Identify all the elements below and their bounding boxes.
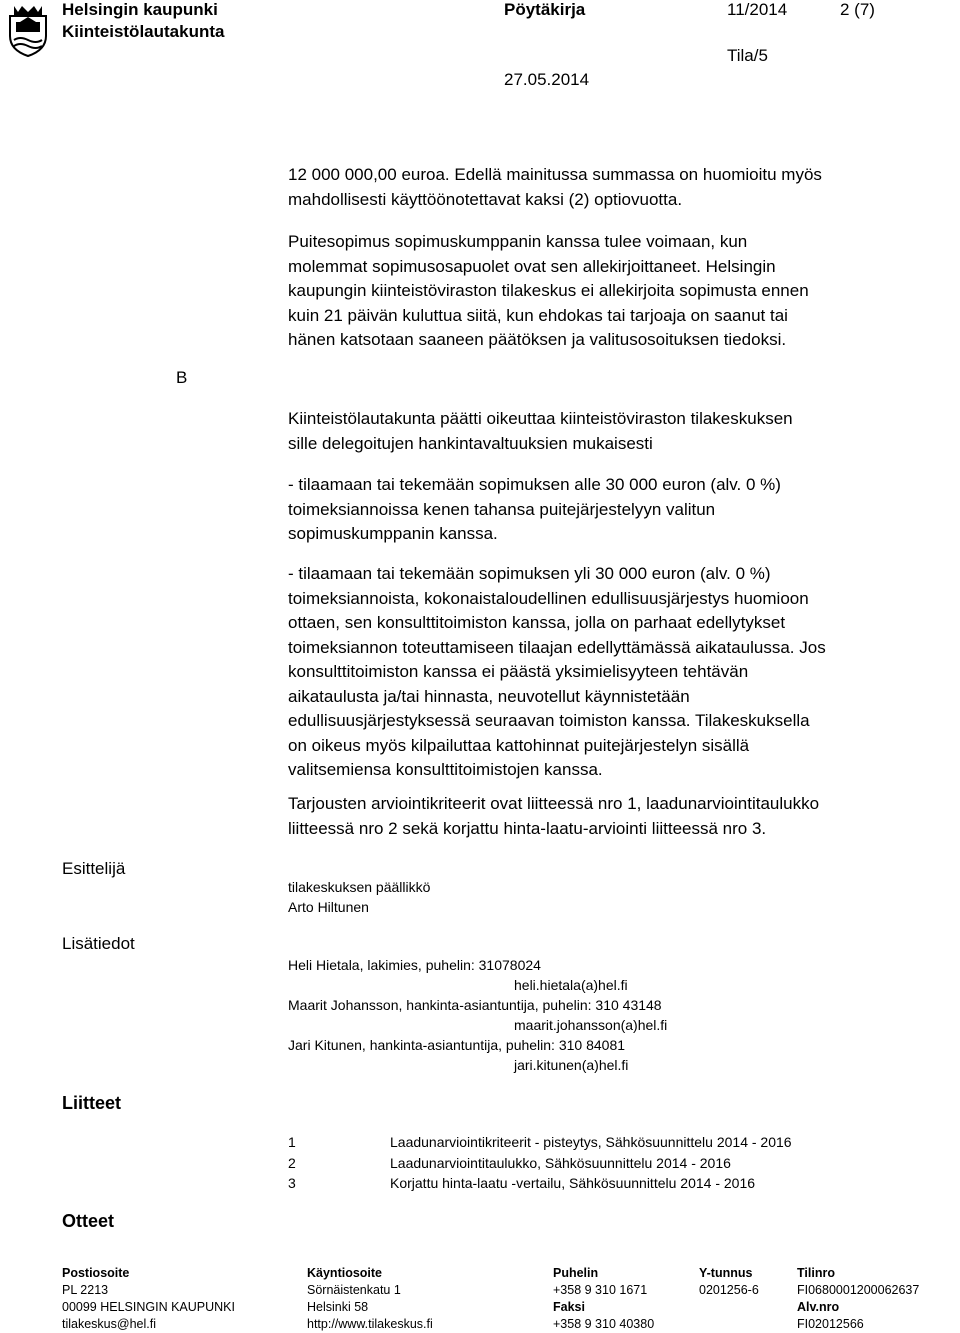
footer-text: FI0680001200062637 [797, 1283, 920, 1297]
text-line: sille delegoitujen hankintavaltuuksien mukaisesti [288, 433, 653, 453]
footer-text: FI02012566 [797, 1317, 864, 1331]
footer-text: +358 9 310 40380 [553, 1317, 655, 1331]
text-line: Tarjousten arviointikriteerit ovat liitteessä nro 1, laadunarviointitaulukko [288, 794, 820, 813]
footer-text: Sörnäistenkatu 1 [307, 1283, 401, 1297]
paragraph-price [288, 163, 953, 212]
text-line: toimeksiannon toteuttamiseen tilaajan edellyttämässä aikataulussa. Jos [288, 637, 826, 657]
footer-business-id [699, 1265, 759, 1316]
footer-text: 0201256-6 [699, 1283, 759, 1297]
attachment-title: Laadunarviointikriteerit - pisteytys, Sähkösuunnittelu 2014 - 2016 [390, 1134, 792, 1150]
text-line: toimeksiannoissa kenen tahansa puitejärjestelyyn valitun [288, 499, 716, 519]
text-line: Puitesopimus sopimuskumppanin kanssa tulee voimaan, kun [288, 232, 748, 251]
paragraph-criteria [288, 792, 953, 841]
helsinki-crest-icon [6, 2, 50, 58]
attachment-title: Laadunarviointitaulukko, Sähkösuunnittelu 2014 - 2016 [390, 1155, 731, 1171]
footer-heading: Faksi [553, 1300, 585, 1314]
paragraph-under-limit [288, 473, 953, 547]
contact-email: heli.hietala(a)hel.fi [514, 977, 628, 993]
org-name: Helsingin kaupunki [62, 0, 218, 19]
text-line: molemmat sopimusosapuolet ovat sen allekirjoittaneet. Helsingin [288, 256, 776, 276]
attachment-number: 1 [288, 1134, 296, 1150]
text-line: edullisuusjärjestyksessä seuraavan toimiston kanssa. Tilakeskuksella [288, 711, 810, 730]
info-label: Lisätiedot [62, 934, 135, 953]
paragraph-over-limit [288, 562, 953, 783]
extracts-label: Otteet [62, 1211, 115, 1231]
footer-heading: Käyntiosoite [307, 1266, 383, 1280]
text-line: sopimuskumppanin kanssa. [288, 524, 498, 543]
text-line: - tilaamaan tai tekemään sopimuksen yli 30 000 euron (alv. 0 %) [288, 564, 771, 583]
attachment-number: 3 [288, 1175, 296, 1191]
text-line: ottaen, sen konsulttitoimiston kanssa, jolla on parhaat edellytykset [288, 613, 786, 632]
board-name: Kiinteistölautakunta [62, 22, 225, 41]
text-line: - tilaamaan tai tekemään sopimuksen alle 30 000 euron (alv. 0 %) [288, 475, 781, 494]
text-line: 12 000 000,00 euroa. Edellä mainitussa summassa on huomioitu myös [288, 165, 822, 184]
footer-heading: Alv.nro [797, 1300, 840, 1314]
text-line: toimeksiannoista, kokonaistaloudellinen edullisuusjärjestys huomioon [288, 588, 809, 608]
paragraph-framework [288, 230, 953, 353]
doc-type: Pöytäkirja [504, 0, 586, 19]
presenter-label: Esittelijä [62, 859, 126, 878]
contact-line: Heli Hietala, lakimies, puhelin: 31078024 [288, 957, 541, 973]
paragraph-decision [288, 407, 953, 456]
attachment-number: 2 [288, 1155, 296, 1171]
footer-heading: Postiosoite [62, 1266, 130, 1280]
contact-email: jari.kitunen(a)hel.fi [514, 1057, 629, 1073]
text-line: liitteessä nro 2 sekä korjattu hinta-laatu-arviointi liitteessä nro 3. [288, 818, 767, 838]
footer-heading: Y-tunnus [699, 1266, 753, 1280]
footer-text: http://www.tilakeskus.fi [307, 1317, 433, 1331]
contact-email: maarit.johansson(a)hel.fi [514, 1017, 668, 1033]
text-line: konsulttitoimiston kanssa ei päästä yksimielisyyteen tehtävän [288, 662, 749, 681]
footer-text: Helsinki 58 [307, 1300, 369, 1314]
text-line: aikataulusta ja/tai hinnasta, neuvotellut käynnistetään [288, 686, 690, 706]
attachments-label: Liitteet [62, 1093, 122, 1113]
footer-heading: Tilinro [797, 1266, 835, 1280]
page-number: 2 (7) [840, 0, 875, 19]
footer-account [797, 1265, 919, 1333]
footer-text: 00099 HELSINGIN KAUPUNKI [62, 1300, 235, 1314]
presenter-title: tilakeskuksen päällikkö [288, 879, 431, 895]
footer-text: PL 2213 [62, 1283, 109, 1297]
footer-postal [62, 1265, 235, 1333]
attachment-title: Korjattu hinta-laatu -vertailu, Sähkösuunnittelu 2014 - 2016 [390, 1175, 756, 1191]
text-line: valitsemiensa konsulttitoimistojen kanssa. [288, 760, 603, 779]
meeting-date: 27.05.2014 [504, 70, 590, 89]
footer-visit [307, 1265, 433, 1333]
meeting-number: 11/2014 [727, 0, 788, 19]
section-marker: B [176, 368, 188, 387]
contact-line: Jari Kitunen, hankinta-asiantuntija, puhelin: 310 84081 [288, 1037, 626, 1053]
text-line: kaupungin kiinteistöviraston tilakeskus ei allekirjoita sopimusta ennen [288, 281, 809, 300]
contact-line: Maarit Johansson, hankinta-asiantuntija, puhelin: 310 43148 [288, 997, 662, 1013]
text-line: hänen katsotaan saaneen päätöksen ja valitusosoituksen tiedoksi. [288, 330, 787, 349]
footer-text: +358 9 310 1671 [553, 1283, 648, 1297]
text-line: mahdollisesti käyttöönotettavat kaksi (2) optiovuotta. [288, 189, 683, 209]
footer-heading: Puhelin [553, 1266, 599, 1280]
footer-text: tilakeskus@hel.fi [62, 1317, 156, 1331]
case-number: Tila/5 [727, 46, 768, 65]
presenter-name: Arto Hiltunen [288, 899, 369, 915]
footer-phone [553, 1265, 654, 1333]
text-line: kuin 21 päivän kuluttua siitä, kun ehdokas tai tarjoaja on saanut tai [288, 305, 788, 325]
text-line: on oikeus myös kilpailuttaa kattohinnat puitejärjestelyn sisällä [288, 735, 750, 755]
text-line: Kiinteistölautakunta päätti oikeuttaa kiinteistöviraston tilakeskuksen [288, 409, 793, 428]
